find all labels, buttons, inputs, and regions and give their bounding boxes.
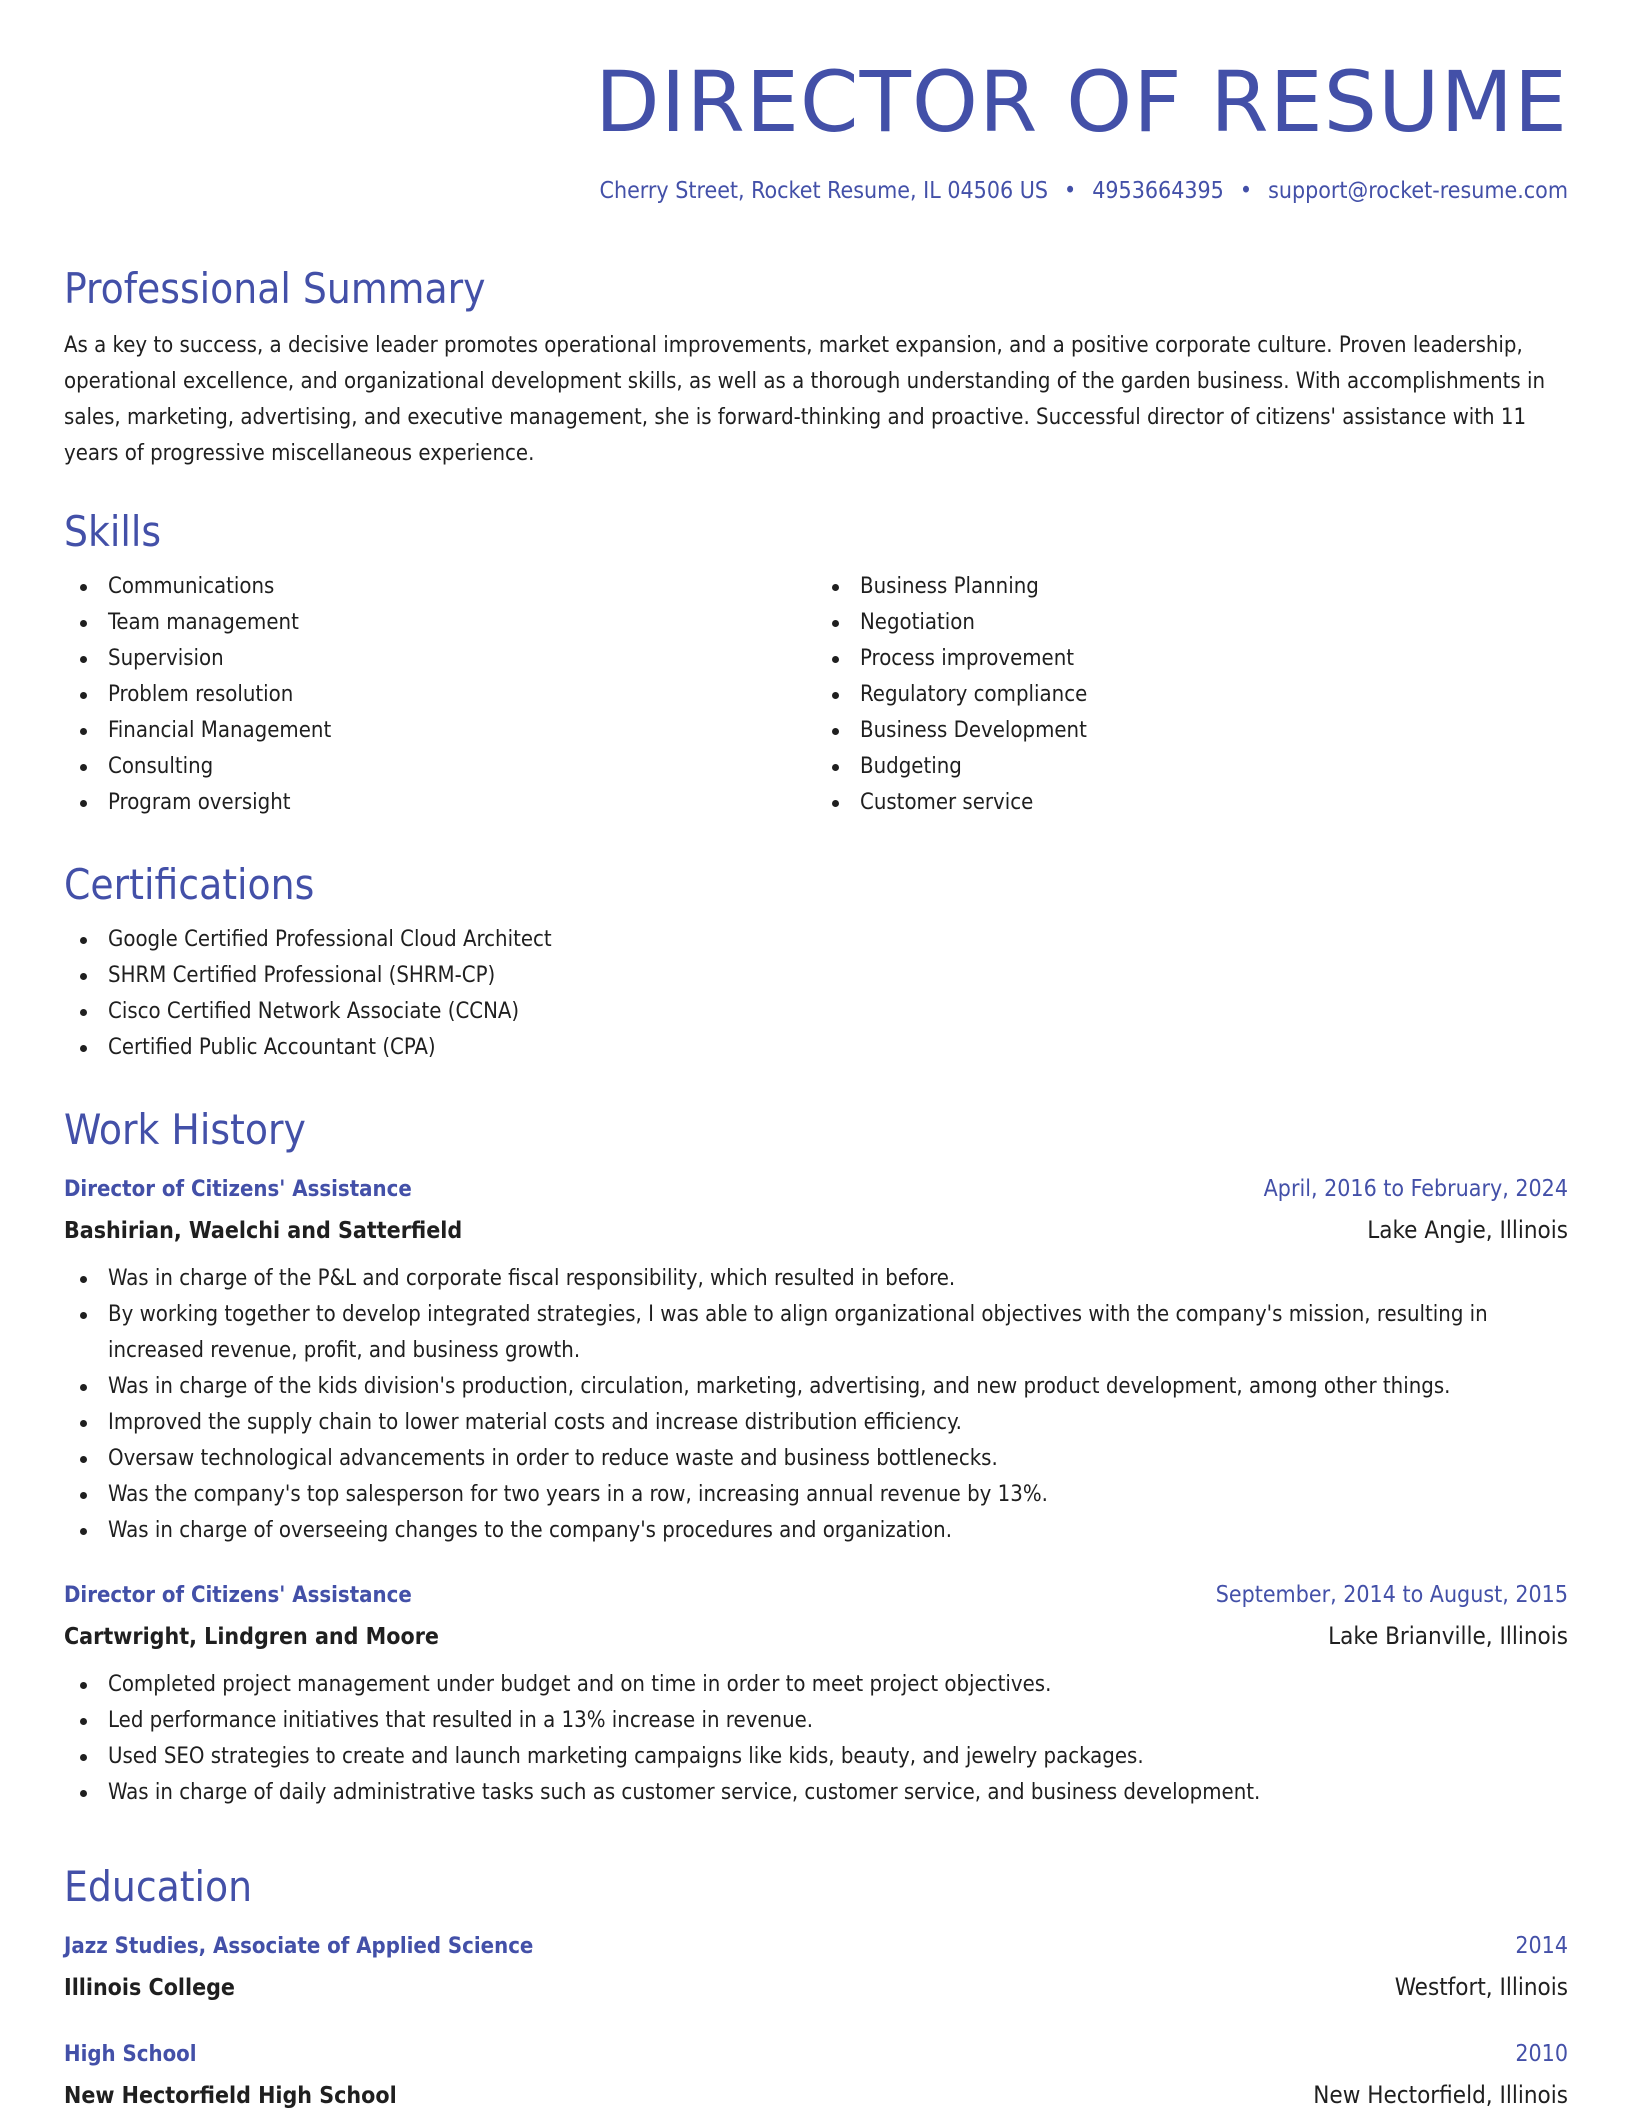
- contact-separator: •: [1064, 178, 1077, 204]
- job-bullet: Led performance initiatives that resulted in a 13% increase in revenue.: [108, 1703, 1568, 1739]
- certification-item: SHRM Certified Professional (SHRM-CP): [108, 958, 1568, 994]
- education-degree-row: [64, 1926, 1568, 1967]
- skill-item: Business Development: [860, 713, 1568, 749]
- job-entry: [64, 1575, 1568, 1811]
- job-bullet: Completed project management under budget and on time in order to meet project objectives.: [108, 1667, 1568, 1703]
- job-title-row: [64, 1575, 1568, 1616]
- skill-item: Negotiation: [860, 605, 1568, 641]
- skill-item: Program oversight: [108, 785, 816, 821]
- job-bullet: Oversaw technological advancements in order to reduce waste and business bottlenecks.: [108, 1441, 1568, 1477]
- job-entry: [64, 1169, 1568, 1549]
- education-entry: [64, 1926, 1568, 2008]
- skill-item: Consulting: [108, 749, 816, 785]
- skill-item: Supervision: [108, 641, 816, 677]
- summary-text: As a key to success, a decisive leader promotes operational improvements, market expansion, and a positive corporate culture. Proven leadership, operational excellence, and organizational development skills, as well as a thorough understanding of the garden business. With accomplishments in sales, marketing, advertising, and executive management, she is forward-thinking and proactive. Successful director of citizens' assistance with 11 years of progressive miscellaneous experience.: [64, 333, 1546, 466]
- skill-item: Financial Management: [108, 713, 816, 749]
- job-bullet: By working together to develop integrated strategies, I was able to align organizational objectives with the company's mission, resulting in increased revenue, profit, and business growth.: [108, 1297, 1568, 1369]
- job-bullet: Was the company's top salesperson for two years in a row, increasing annual revenue by 13%.: [108, 1477, 1568, 1513]
- skills-list-left: [64, 569, 816, 821]
- skills-grid: [64, 569, 1568, 821]
- education-year: 2014: [1515, 1933, 1568, 1959]
- skill-item: Business Planning: [860, 569, 1568, 605]
- skills-list-right: [816, 569, 1568, 821]
- skill-item: Team management: [108, 605, 816, 641]
- education-school: New Hectorfield High School: [64, 2083, 397, 2109]
- job-company-row: [64, 1616, 1568, 1657]
- work-history-section: [64, 1103, 1568, 1811]
- skill-item: Customer service: [860, 785, 1568, 821]
- resume-name: DIRECTOR OF RESUME: [595, 53, 1568, 151]
- contact-email[interactable]: support@rocket-resume.com: [1268, 178, 1568, 204]
- job-dates: September, 2014 to August, 2015: [1215, 1582, 1568, 1608]
- work-history-heading: Work History: [64, 1105, 306, 1154]
- skills-heading: Skills: [64, 507, 162, 556]
- job-title: Director of Citizens' Assistance: [64, 1583, 412, 1608]
- skill-item: Process improvement: [860, 641, 1568, 677]
- job-company: Cartwright, Lindgren and Moore: [64, 1624, 439, 1650]
- certification-item: Google Certified Professional Cloud Architect: [108, 922, 1568, 958]
- skill-item: Regulatory compliance: [860, 677, 1568, 713]
- certifications-heading: Certifications: [64, 860, 315, 909]
- certification-item: Certified Public Accountant (CPA): [108, 1030, 1568, 1066]
- contact-separator: •: [1239, 178, 1253, 204]
- education-school-row: [64, 1967, 1568, 2008]
- education-year: 2010: [1515, 2041, 1568, 2067]
- summary-heading: Professional Summary: [64, 264, 486, 313]
- job-company-row: [64, 1210, 1568, 1251]
- education-heading: Education: [64, 1862, 253, 1911]
- skill-item: Communications: [108, 569, 816, 605]
- education-entry: [64, 2034, 1568, 2116]
- job-bullet: Was in charge of the kids division's production, circulation, marketing, advertising, and new product development, among other things.: [108, 1369, 1568, 1405]
- education-degree: Jazz Studies, Associate of Applied Science: [64, 1934, 534, 1959]
- job-bullet: Used SEO strategies to create and launch marketing campaigns like kids, beauty, and jewelry packages.: [108, 1739, 1568, 1775]
- job-bullet: Was in charge of overseeing changes to the company's procedures and organization.: [108, 1513, 1568, 1549]
- certifications-list: [64, 922, 1568, 1066]
- education-degree: High School: [64, 2042, 197, 2067]
- contact-phone: 4953664395: [1092, 178, 1224, 204]
- job-bullet: Was in charge of daily administrative tasks such as customer service, customer service, and business development.: [108, 1775, 1568, 1811]
- job-bullets: [64, 1667, 1568, 1811]
- job-bullets: [64, 1261, 1568, 1549]
- summary-section: [64, 262, 1568, 472]
- education-section: [64, 1860, 1568, 2116]
- skill-item: Problem resolution: [108, 677, 816, 713]
- education-school-row: [64, 2075, 1568, 2116]
- job-bullet: Improved the supply chain to lower material costs and increase distribution efficiency.: [108, 1405, 1568, 1441]
- education-degree-row: [64, 2034, 1568, 2075]
- job-dates: April, 2016 to February, 2024: [1263, 1176, 1568, 1202]
- education-location: New Hectorfield, Illinois: [1313, 2081, 1568, 2109]
- education-school: Illinois College: [64, 1975, 235, 2001]
- job-title: Director of Citizens' Assistance: [64, 1177, 412, 1202]
- resume-page: [64, 0, 1568, 2109]
- job-company: Bashirian, Waelchi and Satterfield: [64, 1218, 463, 1244]
- job-location: Lake Angie, Illinois: [1367, 1216, 1568, 1244]
- job-bullet: Was in charge of the P&L and corporate fiscal responsibility, which resulted in before.: [108, 1261, 1568, 1297]
- skill-item: Budgeting: [860, 749, 1568, 785]
- skills-section: [64, 505, 1568, 821]
- job-title-row: [64, 1169, 1568, 1210]
- contact-line: [64, 178, 1568, 204]
- contact-address: Cherry Street, Rocket Resume, IL 04506 US: [599, 178, 1048, 204]
- job-location: Lake Brianville, Illinois: [1328, 1622, 1568, 1650]
- education-location: Westfort, Illinois: [1394, 1973, 1568, 2001]
- certifications-section: [64, 858, 1568, 1066]
- certification-item: Cisco Certified Network Associate (CCNA): [108, 994, 1568, 1030]
